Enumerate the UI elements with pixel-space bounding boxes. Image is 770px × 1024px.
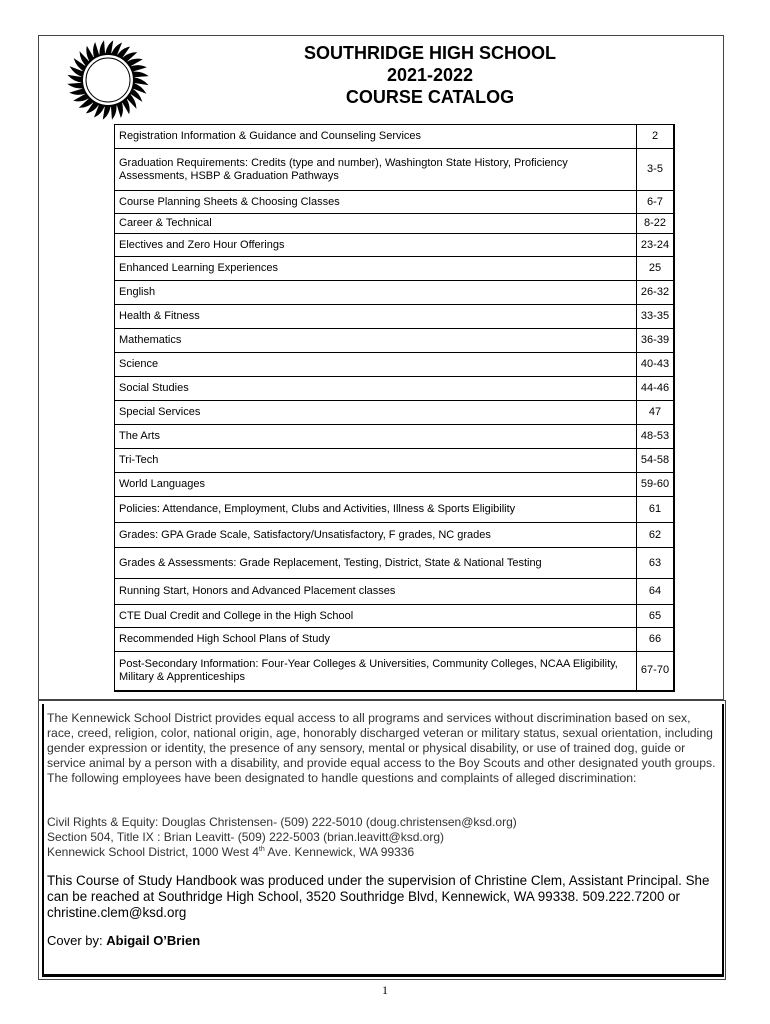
toc-section: Electives and Zero Hour Offerings bbox=[115, 234, 637, 257]
toc-pages: 26-32 bbox=[637, 281, 675, 305]
toc-section: Grades: GPA Grade Scale, Satisfactory/Unsatisfactory, F grades, NC grades bbox=[115, 523, 637, 548]
page-number: 1 bbox=[382, 983, 388, 997]
cover-credit bbox=[47, 933, 200, 948]
cover-artist: Abigail O’Brien bbox=[106, 933, 201, 948]
nondiscrimination-notice bbox=[47, 711, 719, 786]
toc-pages: 23-24 bbox=[637, 234, 675, 257]
toc-row bbox=[115, 281, 675, 305]
toc-section: Registration Information & Guidance and Counseling Services bbox=[115, 125, 637, 149]
school-name: SOUTHRIDGE HIGH SCHOOL bbox=[303, 43, 556, 63]
contacts-block bbox=[47, 815, 719, 860]
toc-row bbox=[115, 497, 675, 523]
school-year: 2021-2022 bbox=[386, 65, 474, 85]
toc-pages: 48-53 bbox=[637, 425, 675, 449]
toc-row bbox=[115, 305, 675, 329]
toc-row bbox=[115, 234, 675, 257]
toc-section: Tri-Tech bbox=[115, 449, 637, 473]
toc-row bbox=[115, 214, 675, 234]
toc-row bbox=[115, 628, 675, 652]
toc-row bbox=[115, 652, 675, 691]
toc-section: English bbox=[115, 281, 637, 305]
toc-section: Grades & Assessments: Grade Replacement, Testing, District, State & National Testing bbox=[115, 548, 637, 579]
toc-section: Health & Fitness bbox=[115, 305, 637, 329]
toc-section: Recommended High School Plans of Study bbox=[115, 628, 637, 652]
toc-pages: 59-60 bbox=[637, 473, 675, 497]
toc-pages: 65 bbox=[637, 605, 675, 628]
toc-pages: 61 bbox=[637, 497, 675, 523]
toc-pages: 36-39 bbox=[637, 329, 675, 353]
toc-row bbox=[115, 401, 675, 425]
toc-section: Social Studies bbox=[115, 377, 637, 401]
toc-row bbox=[115, 473, 675, 497]
toc-row bbox=[115, 425, 675, 449]
toc-row bbox=[115, 353, 675, 377]
toc-section: Running Start, Honors and Advanced Placement classes bbox=[115, 579, 637, 605]
toc-pages: 54-58 bbox=[637, 449, 675, 473]
toc-section: The Arts bbox=[115, 425, 637, 449]
toc-pages: 44-46 bbox=[637, 377, 675, 401]
toc-row bbox=[115, 449, 675, 473]
toc-section: CTE Dual Credit and College in the High School bbox=[115, 605, 637, 628]
toc-section: Post-Secondary Information: Four-Year Colleges & Universities, Community Colleges, NCAA Eligibility, Military & Apprenticeships bbox=[115, 652, 637, 691]
district-address bbox=[47, 845, 719, 860]
toc-pages: 66 bbox=[637, 628, 675, 652]
contact-civil-rights: Civil Rights & Equity: Douglas Christensen- (509) 222-5010 (doug.christensen@ksd.org) bbox=[47, 815, 517, 829]
address-start: Kennewick School District, 1000 West 4 bbox=[47, 845, 259, 859]
handbook-statement: This Course of Study Handbook was produced under the supervision of Christine Clem, Assistant Principal. She can be reached at Southridge High School, 3520 Southridge Blvd, Kennewick, WA 99338. 509.222.7200 or christine.clem@ksd.org bbox=[47, 873, 710, 920]
toc-row bbox=[115, 149, 675, 191]
toc-section: Course Planning Sheets & Choosing Classes bbox=[115, 191, 637, 214]
toc-section: Mathematics bbox=[115, 329, 637, 353]
toc-section: Enhanced Learning Experiences bbox=[115, 257, 637, 281]
toc-row bbox=[115, 257, 675, 281]
toc-row bbox=[115, 125, 675, 149]
toc-row bbox=[115, 523, 675, 548]
toc-pages: 8-22 bbox=[637, 214, 675, 234]
toc-pages: 3-5 bbox=[637, 149, 675, 191]
toc-section: Policies: Attendance, Employment, Clubs and Activities, Illness & Sports Eligibility bbox=[115, 497, 637, 523]
toc-row bbox=[115, 605, 675, 628]
catalog-name: COURSE CATALOG bbox=[345, 87, 515, 107]
toc-pages: 33-35 bbox=[637, 305, 675, 329]
toc-pages: 6-7 bbox=[637, 191, 675, 214]
toc-pages: 64 bbox=[637, 579, 675, 605]
toc-section: Special Services bbox=[115, 401, 637, 425]
toc-pages: 63 bbox=[637, 548, 675, 579]
toc-row bbox=[115, 377, 675, 401]
toc-pages: 67-70 bbox=[637, 652, 675, 691]
toc-pages: 47 bbox=[637, 401, 675, 425]
toc-row bbox=[115, 191, 675, 214]
sun-icon bbox=[60, 39, 156, 121]
toc-pages: 62 bbox=[637, 523, 675, 548]
contact-section-504: Section 504, Title IX : Brian Leavitt- (509) 222-5003 (brian.leavitt@ksd.org) bbox=[47, 830, 445, 844]
cover-label: Cover by: bbox=[47, 933, 107, 948]
toc-row bbox=[115, 548, 675, 579]
toc-section: Career & Technical bbox=[115, 214, 637, 234]
toc-pages: 2 bbox=[637, 125, 675, 149]
toc-pages: 25 bbox=[637, 257, 675, 281]
notice-paragraph: The Kennewick School District provides equal access to all programs and services without discrimination based on sex, race, creed, religion, color, national origin, age, honorably discharged veteran or military status, sexual orientation, including gender expression or identity, the presence of any sensory, mental or physical disability, or use of trained dog, guide or service animal by a person with a disability, and provide equal access to the Boy Scouts and other designated youth groups. The following employees have been designated to handle questions and complaints of alleged discrimination: bbox=[47, 711, 716, 785]
toc-row bbox=[115, 579, 675, 605]
toc-row bbox=[115, 329, 675, 353]
catalog-title bbox=[180, 42, 680, 108]
address-ordinal: th bbox=[258, 846, 265, 853]
toc-section: Graduation Requirements: Credits (type and number), Washington State History, Proficiency Assessments, HSBP & Graduation Pathways bbox=[115, 149, 637, 191]
toc-section: World Languages bbox=[115, 473, 637, 497]
toc-section: Science bbox=[115, 353, 637, 377]
address-end: Ave. Kennewick, WA 99336 bbox=[264, 845, 415, 859]
toc-pages: 40-43 bbox=[637, 353, 675, 377]
table-of-contents bbox=[114, 124, 675, 692]
